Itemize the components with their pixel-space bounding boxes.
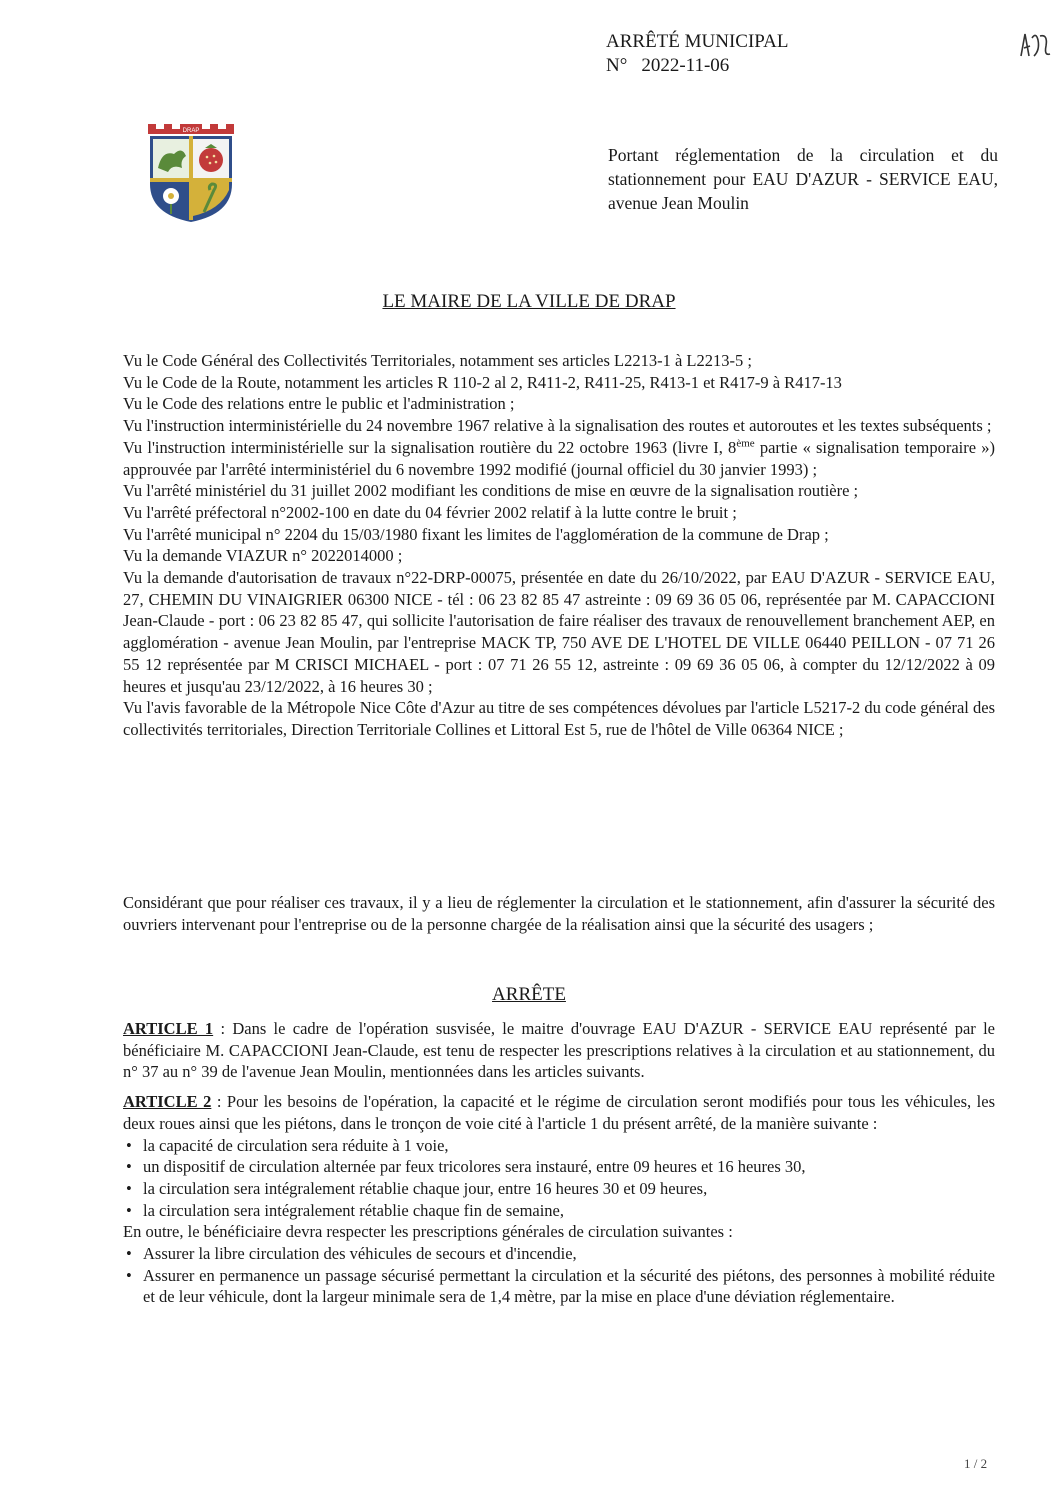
- decree-title: ARRÊTÉ MUNICIPAL: [606, 31, 789, 52]
- decree-number-value: 2022-11-06: [641, 55, 730, 76]
- vu-clause: Vu l'avis favorable de la Métropole Nice Côte d'Azur au titre de ses compétences dévolues par l'article L5217-2 du code général des collectivités territoriales, Direction Territoriale Collines et Littoral Est 5, rue de l'hôtel de Ville 06364 NICE ;: [123, 698, 995, 739]
- articles-section: [123, 1018, 995, 1308]
- vu-clause: Vu l'arrêté municipal n° 2204 du 15/03/1980 fixant les limites de l'agglomération de la commune de Drap ;: [123, 524, 829, 544]
- decree-header: [606, 30, 788, 78]
- vu-clauses: [123, 350, 995, 741]
- article-1-text: : Dans le cadre de l'opération susvisée, le maitre d'ouvrage EAU D'AZUR - SERVICE EAU représenté par le bénéficiaire M. CAPACCIONI Jean-Claude, est tenu de respecter les prescriptions relatives à la circulation et au stationnement, du n° 37 au n° 39 de l'avenue Jean Moulin, mentionnées dans les articles suivants.: [123, 1019, 995, 1082]
- article-2-prescriptions: [123, 1243, 995, 1308]
- vu-clause: Vu l'instruction interministérielle du 24 novembre 1967 relative à la signalisation des routes et autoroutes et les textes subséquents ;: [123, 416, 992, 436]
- vu-clause: Vu la demande d'autorisation de travaux n°22-DRP-00075, présentée en date du 26/10/2022, par EAU D'AZUR - SERVICE EAU, 27, CHEMIN DU VINAIGRIER 06300 NICE - tél : 06 23 82 85 47 astreinte : 09 69 36 05 06, représentée par M. CAPACCIONI Jean-Claude - port : 06 23 82 85 47, qui sollicite l'autorisation de faire réaliser des travaux de renouvellement branchement AEP, en agglomération - avenue Jean Moulin, par l'entreprise MACK TP, 750 AVE DE L'HOTEL DE VILLE 06440 PEILLON - 07 71 26 55 12 représentée par M CRISCI MICHAEL - port : 07 71 26 55 12, astreinte : 09 69 36 05 06, à compter du 12/12/2022 à 09 heures et jusqu'au 23/12/2022, à 16 heures 30 ;: [123, 568, 995, 696]
- list-item: • la circulation sera intégralement rétablie chaque fin de semaine,: [123, 1200, 995, 1222]
- considerant-text: Considérant que pour réaliser ces travaux, il y a lieu de réglementer la circulation et le stationnement, afin d'assurer la sécurité des ouvriers intervenant pour l'entreprise ou de la personne chargée de la réalisation ainsi que la sécurité des usagers ;: [123, 893, 995, 934]
- decree-number-prefix: N°: [606, 55, 628, 76]
- article-2-outro: En outre, le bénéficiaire devra respecter les prescriptions générales de circulation suivantes :: [123, 1222, 733, 1242]
- mayor-heading-text: LE MAIRE DE LA VILLE DE DRAP: [382, 291, 676, 312]
- article-2: [123, 1091, 995, 1134]
- article-2-label: ARTICLE 2: [123, 1092, 212, 1112]
- vu-clause: Vu le Code Général des Collectivités Territoriales, notamment ses articles L2213-1 à L2213-5 ;: [123, 351, 752, 370]
- arrete-heading: [0, 984, 1058, 1006]
- mayor-heading: [0, 291, 1058, 313]
- list-item: • Assurer en permanence un passage sécurisé permettant la circulation et la sécurité des piétons, des personnes à mobilité réduite et de leur véhicule, dont la largeur minimale sera de 1,4 mètre, par la mise en place d'une déviation réglementaire.: [123, 1265, 995, 1308]
- list-item: • la capacité de circulation sera réduite à 1 voie,: [123, 1135, 995, 1157]
- vu-clause: Vu l'arrêté préfectoral n°2002-100 en date du 04 février 2002 relatif à la lutte contre le bruit ;: [123, 502, 737, 522]
- vu-clause: Vu l'arrêté ministériel du 31 juillet 2002 modifiant les conditions de mise en œuvre de la signalisation routière ;: [123, 481, 859, 501]
- vu-clause: Vu le Code des relations entre le public et l'administration ;: [123, 394, 515, 414]
- vu-clause: Vu l'instruction interministérielle sur la signalisation routière du 22 octobre 1963 (livre I, 8ème partie « signalisation temporaire ») approuvée par l'arrêté interministériel du 6 novembre 1992 modifié (journal officiel du 30 janvier 1993) ;: [123, 437, 995, 479]
- considerant-paragraph: [123, 892, 995, 935]
- svg-text:DRAP: DRAP: [182, 128, 200, 134]
- article-1-label: ARTICLE 1: [123, 1019, 214, 1038]
- town-crest-logo: [140, 120, 242, 224]
- page-number: 1 / 2: [964, 1456, 988, 1471]
- article-2-text: : Pour les besoins de l'opération, la capacité et le régime de circulation seront modifiés pour tous les véhicules, les deux roues ainsi que les piétons, dans le tronçon de voie cité à l'article 1 du présent arrêté, de la manière suivante :: [123, 1092, 995, 1133]
- article-2-measures: [123, 1135, 995, 1222]
- vu-clause: Vu la demande VIAZUR n° 2022014000 ;: [123, 546, 403, 566]
- initials-signature: [1018, 26, 1052, 66]
- list-item: • un dispositif de circulation alternée par feux tricolores sera instauré, entre 09 heures et 16 heures 30,: [123, 1156, 995, 1178]
- list-item: • la circulation sera intégralement rétablie chaque jour, entre 16 heures 30 et 09 heures,: [123, 1178, 995, 1200]
- decree-subject: Portant réglementation de la circulation et du stationnement pour EAU D'AZUR - SERVICE EAU, avenue Jean Moulin: [608, 145, 998, 213]
- arrete-heading-text: ARRÊTE: [492, 984, 566, 1005]
- list-item: • Assurer la libre circulation des véhicules de secours et d'incendie,: [123, 1243, 995, 1265]
- article-1: [123, 1018, 995, 1083]
- decree-number: [606, 54, 788, 78]
- vu-clause: Vu le Code de la Route, notamment les articles R 110-2 al 2, R411-2, R411-25, R413-1 et R417-9 à R417-13: [123, 372, 842, 392]
